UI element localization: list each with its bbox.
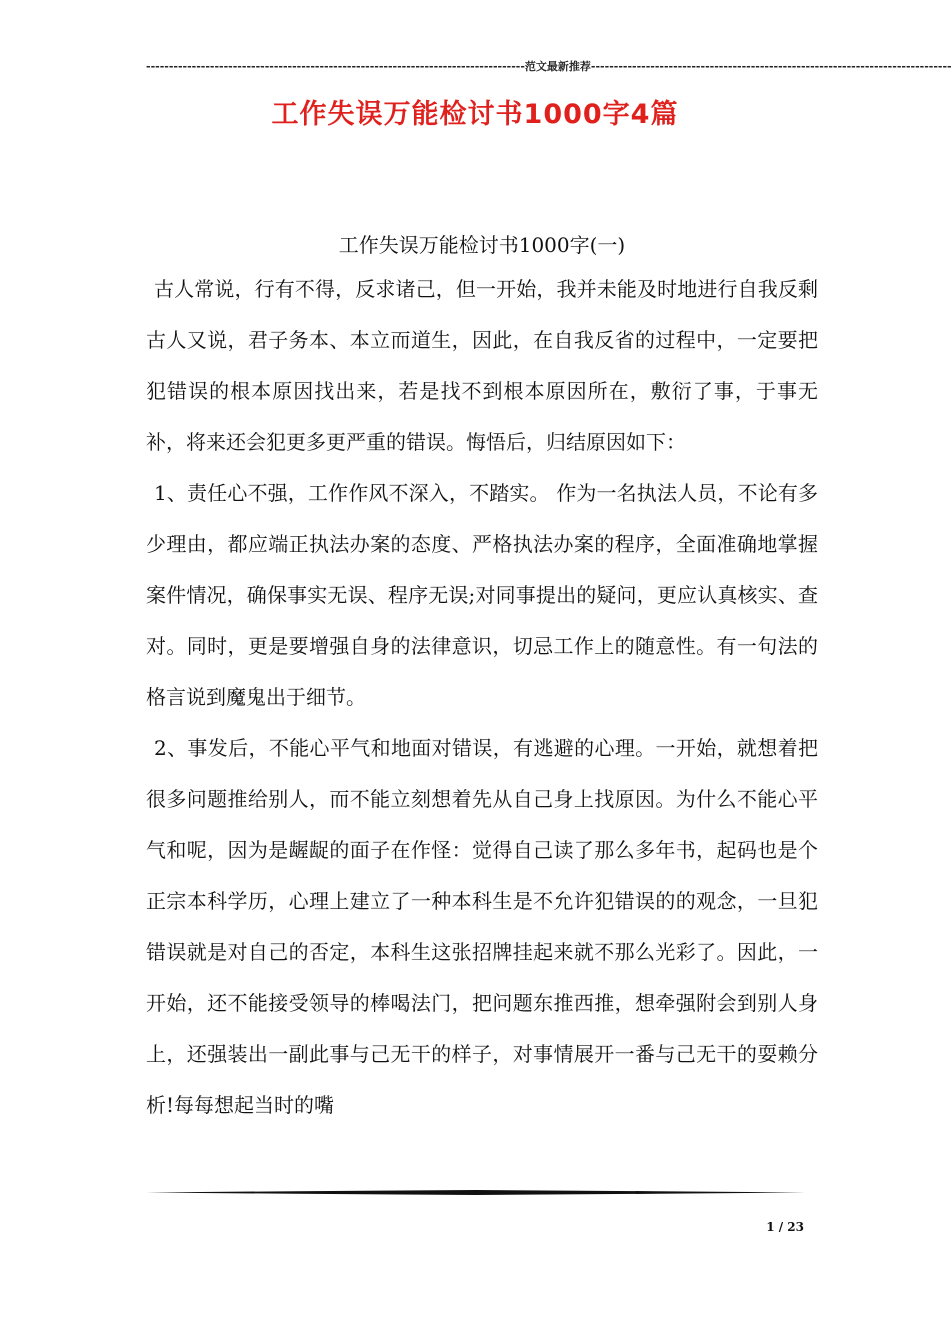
page-number: 1 / 23 [766, 1220, 804, 1234]
document-body [146, 226, 818, 1131]
page-header-recommendation: -----------------------------------------------------------------------------------范文最新推荐------------------------------------------------------------------------------- [146, 60, 952, 73]
footer-divider [146, 1190, 806, 1195]
section-subtitle: 工作失误万能检讨书1000字(一) [338, 233, 626, 257]
document-title: 工作失误万能检讨书1000字4篇 [271, 99, 679, 130]
paragraph: 古人常说，行有不得，反求诸己，但一开始，我并未能及时地进行自我反剩古人又说，君子务本、本立而道生，因此，在自我反省的过程中，一定要把犯错误的根本原因找出来，若是找不到根本原因所在，敷衍了事，于事无补，将来还会犯更多更严重的错误。悔悟后，归结原因如下： [146, 277, 818, 454]
paragraph: 1、责任心不强，工作作风不深入，不踏实。 作为一名执法人员，不论有多少理由，都应端正执法办案的态度、严格执法办案的程序，全面准确地掌握案件情况，确保事实无误、程序无误;对同事提出的疑问，更应认真核实、查对。同时，更是要增强自身的法律意识，切忌工作上的随意性。有一句法的格言说到魔鬼出于细节。 [146, 481, 818, 709]
paragraph: 2、事发后，不能心平气和地面对错误，有逃避的心理。一开始，就想着把很多问题推给别人，而不能立刻想着先从自己身上找原因。为什么不能心平气和呢，因为是龌龊的面子在作怪：觉得自己读了那么多年书，起码也是个正宗本科学历，心理上建立了一种本科生是不允许犯错误的的观念，一旦犯错误就是对自己的否定，本科生这张招牌挂起来就不那么光彩了。因此，一开始，还不能接受领导的棒喝法门，把问题东推西推，想牵强附会到别人身上，还强装出一副此事与己无干的样子，对事情展开一番与己无干的耍赖分析!每每想起当时的嘴 [146, 736, 818, 1117]
